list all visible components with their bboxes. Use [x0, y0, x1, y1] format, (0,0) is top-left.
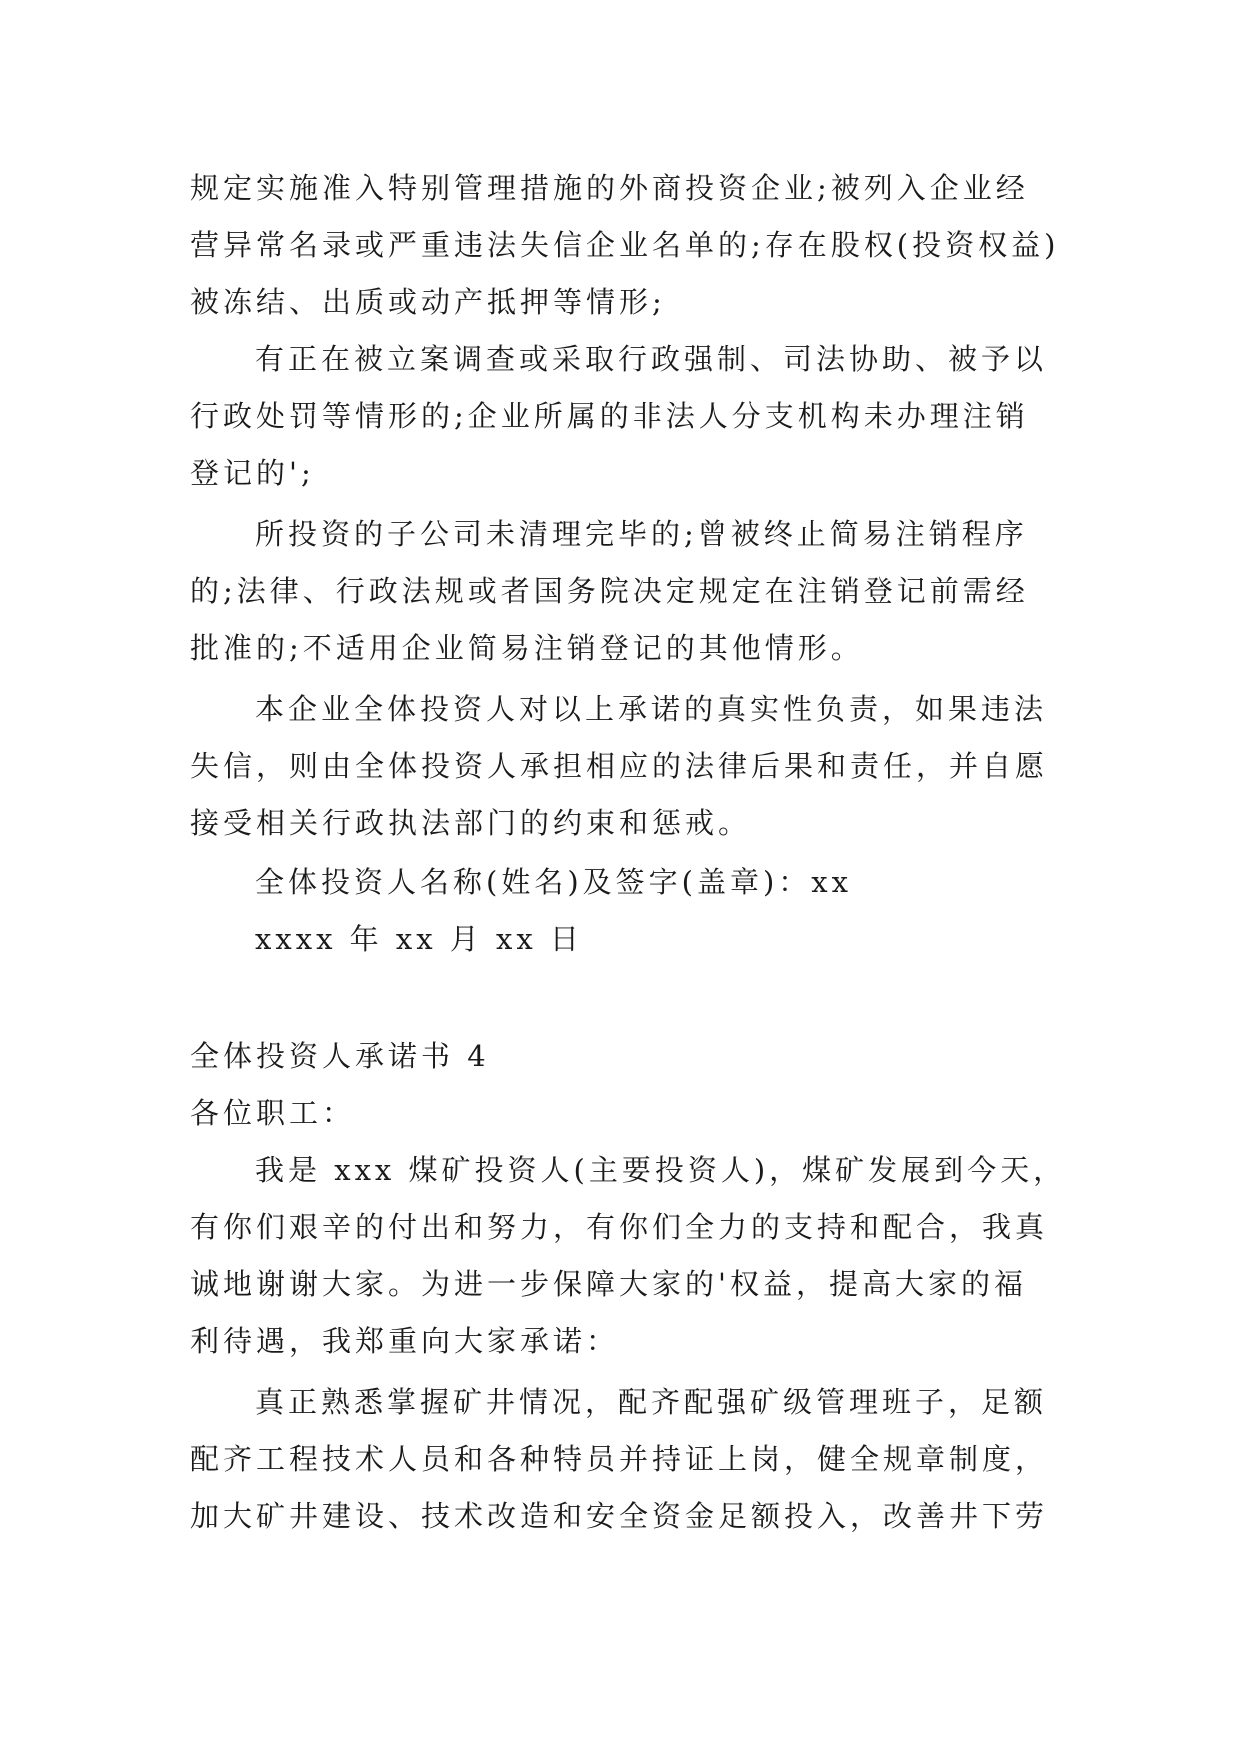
text-line: 利待遇，我郑重向大家承诺：	[190, 1324, 620, 1358]
date-line: xxxx 年 xx 月 xx 日	[255, 922, 583, 956]
salutation: 各位职工：	[190, 1096, 356, 1130]
text-line: 批准的;不适用企业简易注销登记的其他情形。	[190, 631, 864, 665]
text-line: 真正熟悉掌握矿井情况，配齐配强矿级管理班子，足额	[255, 1385, 1048, 1419]
text-line: 有你们艰辛的付出和努力，有你们全力的支持和配合，我真	[190, 1210, 1049, 1244]
text-line: 失信，则由全体投资人承担相应的法律后果和责任，并自愿	[190, 749, 1049, 783]
section-title: 全体投资人承诺书 4	[190, 1039, 490, 1073]
text-line: 行政处罚等情形的;企业所属的非法人分支机构未办理注销	[190, 399, 1029, 433]
text-line: 我是 xxx 煤矿投资人(主要投资人)，煤矿发展到今天，	[255, 1153, 1067, 1187]
text-line: 接受相关行政执法部门的约束和惩戒。	[190, 806, 752, 840]
text-line: 本企业全体投资人对以上承诺的真实性负责，如果违法	[255, 692, 1048, 726]
text-line: 诚地谢谢大家。为进一步保障大家的'权益，提高大家的福	[190, 1267, 1027, 1301]
signature-line: 全体投资人名称(姓名)及签字(盖章)：xx	[255, 865, 852, 899]
text-line: 的;法律、行政法规或者国务院决定规定在注销登记前需经	[190, 574, 1029, 608]
text-line: 登记的';	[190, 456, 315, 490]
text-line: 被冻结、出质或动产抵押等情形;	[190, 285, 666, 319]
text-line: 规定实施准入特别管理措施的外商投资企业;被列入企业经	[190, 171, 1029, 205]
text-line: 加大矿井建设、技术改造和安全资金足额投入，改善井下劳	[190, 1499, 1049, 1533]
text-line: 有正在被立案调查或采取行政强制、司法协助、被予以	[255, 342, 1048, 376]
text-line: 配齐工程技术人员和各种特员并持证上岗，健全规章制度，	[190, 1442, 1049, 1476]
text-line: 所投资的子公司未清理完毕的;曾被终止简易注销程序	[255, 517, 1028, 551]
text-line: 营异常名录或严重违法失信企业名单的;存在股权(投资权益)	[190, 228, 1060, 262]
